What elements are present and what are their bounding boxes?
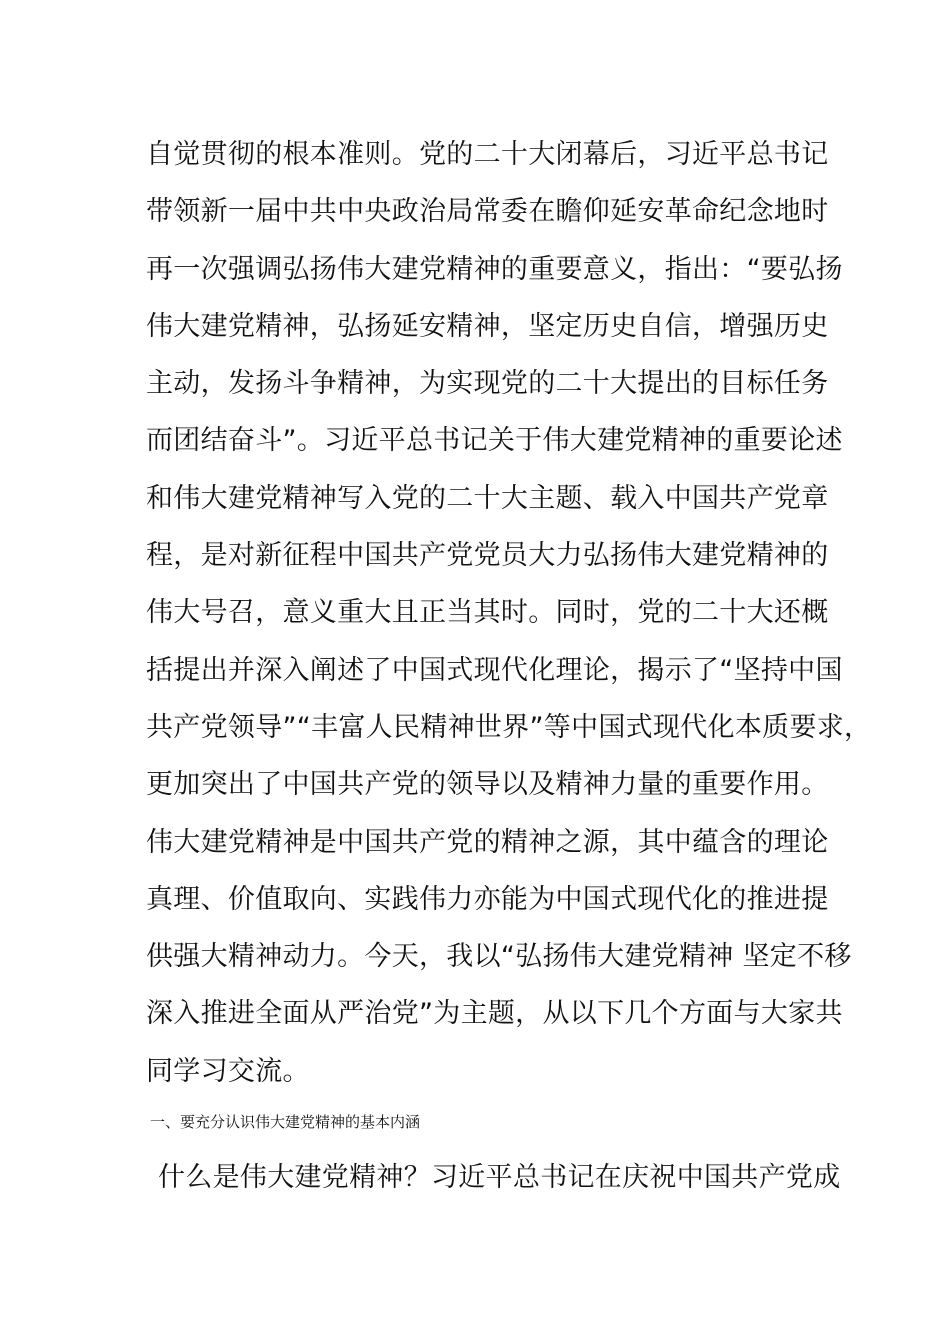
text-line: 深入推进全面从严治党”为主题，从以下几个方面与大家共 [146, 998, 843, 1030]
text-line: 和伟大建党精神写入党的二十大主题、载入中国共产党章 [146, 482, 829, 514]
text-line: 供强大精神动力。今天，我以“弘扬伟大建党精神 坚定不移 [146, 941, 852, 973]
text-line: 共产党领导”“丰富人民精神世界”等中国式现代化本质要求， [146, 711, 872, 743]
text-line: 主动，发扬斗争精神，为实现党的二十大提出的目标任务 [146, 368, 829, 400]
text-line: 括提出并深入阐述了中国式现代化理论，揭示了“坚持中国 [146, 654, 843, 686]
text-line: 带领新一届中共中央政治局常委在瞻仰延安革命纪念地时 [146, 196, 829, 228]
text-line: 自觉贯彻的根本准则。党的二十大闭幕后，习近平总书记 [146, 139, 829, 170]
text-line: 同学习交流。 [146, 1055, 310, 1087]
text-line: 程，是对新征程中国共产党党员大力弘扬伟大建党精神的 [146, 540, 829, 572]
text-line: 伟大建党精神，弘扬延安精神，坚定历史自信，增强历史 [146, 310, 829, 342]
body-paragraph [146, 126, 872, 1100]
section-heading: 一、要充分认识伟大建党精神的基本内涵 [150, 1113, 421, 1131]
next-paragraph-line: 什么是伟大建党精神？习近平总书记在庆祝中国共产党成 [158, 1162, 841, 1193]
text-line: 更加突出了中国共产党的领导以及精神力量的重要作用。 [146, 769, 829, 801]
text-line: 伟大号召，意义重大且正当其时。同时，党的二十大还概 [146, 597, 829, 629]
text-line: 再一次强调弘扬伟大建党精神的重要意义，指出：“要弘扬 [146, 253, 843, 285]
text-line: 伟大建党精神是中国共产党的精神之源，其中蕴含的理论 [146, 826, 829, 858]
text-line: 而团结奋斗”。习近平总书记关于伟大建党精神的重要论述 [146, 425, 843, 457]
text-line: 真理、价值取向、实践伟力亦能为中国式现代化的推进提 [146, 883, 829, 915]
